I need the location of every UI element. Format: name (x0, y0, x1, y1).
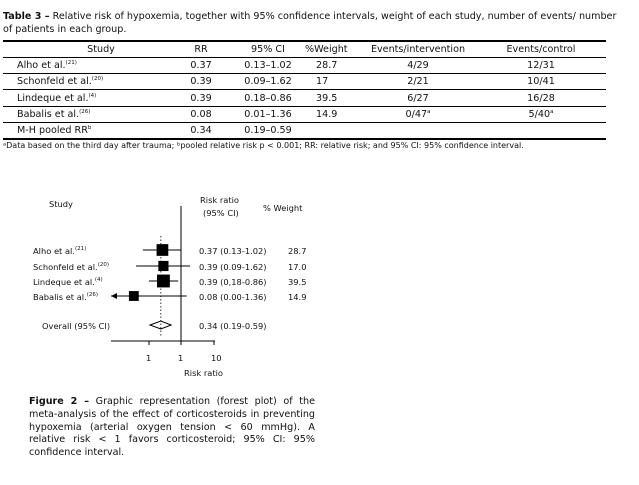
table-row-rr: 0.39 (190, 93, 212, 104)
table-row-events-intervention: 6/27 (407, 93, 429, 104)
table-row-ci: 0.01–1.36 (244, 109, 292, 120)
table-row-events-control: 5/40$^a$ (528, 108, 554, 120)
table-footnote: ᵃData based on the third day after trauma; ᵇpooled relative risk p < 0.001; RR: relative risk; and 95% CI: 95% confidence interval. (3, 141, 524, 150)
table-row-events-control: 16/28 (527, 93, 555, 104)
forest-ratio-label: 0.39 (0,18-0.86) (199, 277, 267, 287)
forest-point-square (157, 244, 169, 256)
forest-ratio-label: 0.37 (0.13-1.02) (199, 246, 267, 256)
forest-weight-label: 28.7 (288, 246, 307, 256)
forest-weight-label: 17.0 (288, 262, 307, 272)
table-pooled-ci: 0.19–0.59 (244, 125, 292, 136)
table-row-weight: 28.7 (316, 60, 338, 71)
table-row-events-intervention: 4/29 (407, 60, 429, 71)
table-pooled-rr: 0.34 (190, 125, 212, 136)
header-weight: %Weight (305, 44, 348, 55)
forest-tick-label: 1 (146, 353, 152, 363)
table-label: Table 3 – (3, 11, 50, 22)
table-row-weight: 39.5 (316, 93, 338, 104)
table-row-ci: 0.18–0.86 (244, 93, 292, 104)
forest-study-label: Alho et al.$^{(21)}$ (33, 246, 87, 256)
table-row-rr: 0.39 (190, 76, 212, 87)
forest-weight-label: 14.9 (288, 292, 307, 302)
header-study: Study (87, 44, 115, 55)
table-row-weight: 17 (316, 76, 329, 87)
figure-caption-text: Graphic representation (forest plot) of the meta-analysis of the effect of corticosteroids in preventing hypoxemia (arterial oxygen tension < 60 mmHg). A relative risk < 1 favors corticosteroid; 95% CI: 95% confidence interval. (29, 396, 315, 459)
table-row-ci: 0.13–1.02 (244, 60, 292, 71)
figure-label: Figure 2 – (29, 396, 90, 407)
forest-header-weight: % Weight (263, 203, 303, 213)
table-row-weight: 14.9 (316, 109, 338, 120)
header-rr: RR (194, 44, 208, 55)
forest-header-ci: (95% CI) (203, 208, 239, 218)
forest-ratio-label: 0.08 (0.00-1.36) (199, 292, 267, 302)
table-row-study: Lindeque et al.$^{(4)}$ (17, 92, 97, 104)
table-row-events-intervention: 2/21 (407, 76, 429, 87)
table-row-events-control: 10/41 (527, 76, 555, 87)
forest-overall-ratio-label: 0.34 (0.19-0.59) (199, 321, 267, 331)
forest-overall-label: Overall (95% CI) (42, 321, 111, 331)
forest-point-square (158, 261, 168, 271)
forest-tick-label: 10 (211, 353, 222, 363)
table-row-study: Schonfeld et al.$^{(20)}$ (17, 75, 104, 87)
forest-ci-arrow (111, 293, 117, 299)
table-row-ci: 0.09–1.62 (244, 76, 292, 87)
forest-study-label: Babalis et al.$^{(26)}$ (33, 292, 99, 302)
table-row-study: Alho et al.$^{(21)}$ (17, 59, 77, 71)
table-row-rr: 0.37 (190, 60, 212, 71)
forest-header-ratio: Risk ratio (200, 195, 239, 205)
table-title: Relative risk of hypoxemia, together with 95% confidence intervals, weight of each study, number of events/ number of patients in each group. (3, 11, 617, 35)
header-events-intervention: Events/intervention (370, 44, 466, 55)
header-events-control: Events/control (506, 44, 576, 55)
forest-study-label: Schonfeld et al.$^{(20)}$ (33, 262, 109, 272)
forest-weight-label: 39.5 (288, 277, 307, 287)
forest-axis-label: Risk ratio (184, 368, 223, 378)
forest-header-study: Study (49, 199, 73, 209)
forest-point-square (157, 275, 170, 288)
header-ci: 95% CI (251, 44, 285, 55)
figure-caption (29, 396, 315, 460)
table-pooled-label: M-H pooled $RR^b$ (17, 124, 92, 136)
forest-point-square (129, 291, 139, 301)
table-row-events-control: 12/31 (527, 60, 555, 71)
forest-tick-label: 1 (178, 353, 184, 363)
table-row-events-intervention: 0/47$^a$ (405, 108, 431, 120)
table-row-rr: 0.08 (190, 109, 212, 120)
forest-study-label: Lindeque et al.$^{(4)}$ (33, 277, 103, 287)
table-row-study: Babalis et al.$^{(26)}$ (17, 108, 91, 120)
forest-ratio-label: 0.39 (0.09-1.62) (199, 262, 267, 272)
